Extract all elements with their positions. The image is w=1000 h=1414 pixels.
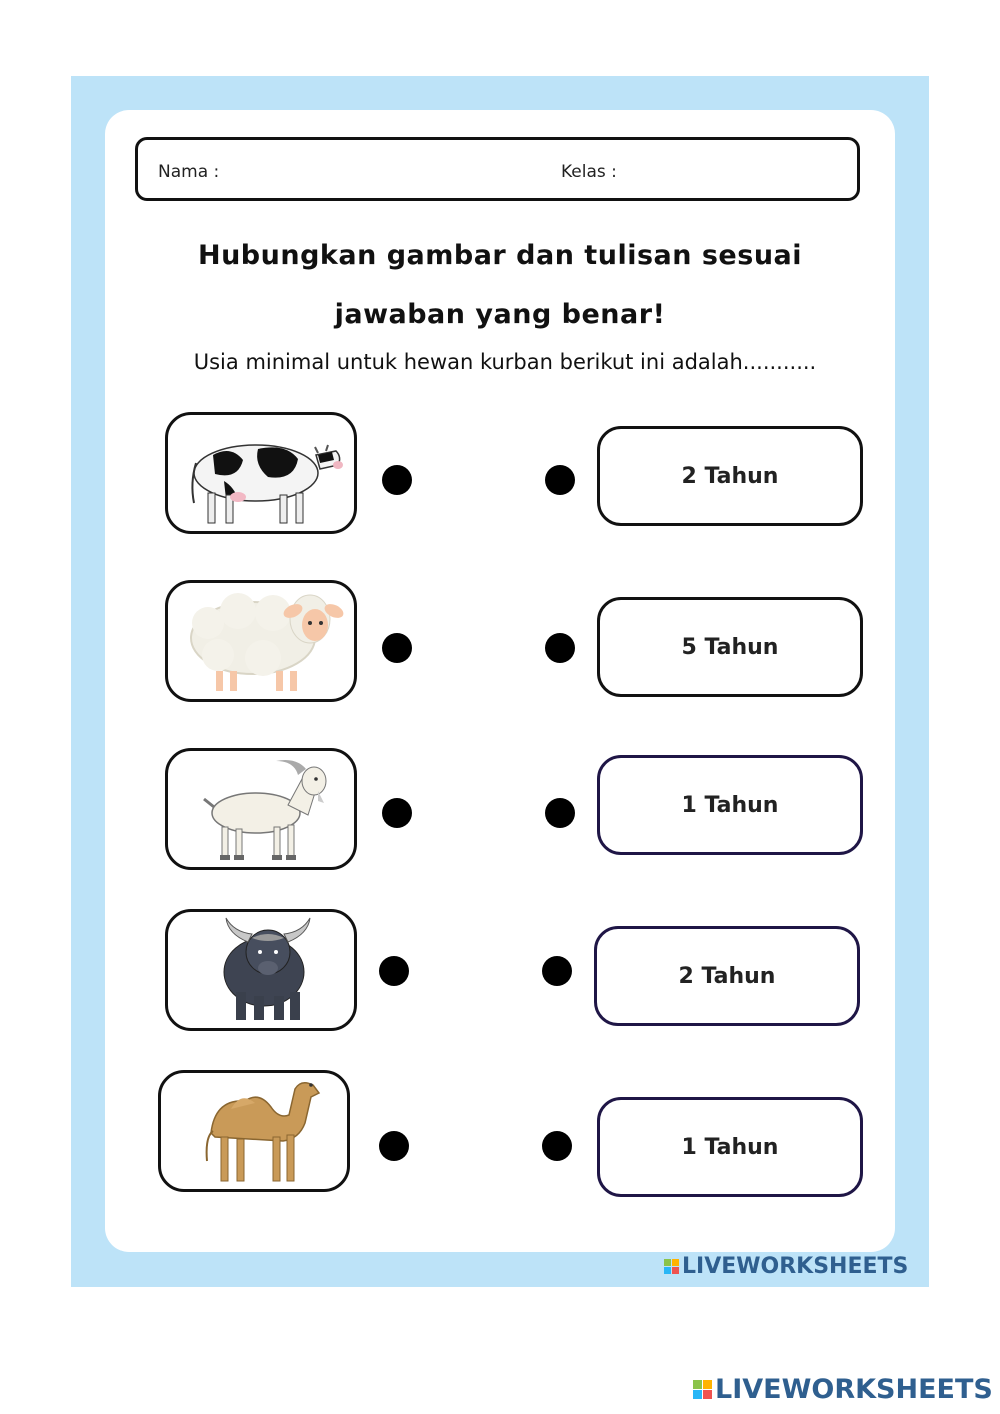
watermark-text-inner: LIVEWORKSHEETS [682, 1254, 909, 1279]
camel-image [161, 1073, 347, 1189]
match-dot-animal-5[interactable] [379, 1131, 409, 1161]
title-line-2: jawaban yang benar! [334, 299, 666, 330]
sheep-image [168, 583, 354, 699]
liveworksheets-watermark-inner [664, 1254, 908, 1279]
animal-card-cow [165, 412, 357, 534]
animal-card-buffalo [165, 909, 357, 1031]
answer-box-4[interactable] [594, 926, 860, 1026]
goat-image [168, 751, 354, 867]
class-label[interactable]: Kelas : [561, 162, 617, 182]
match-dot-answer-2[interactable] [545, 633, 575, 663]
animal-card-camel [158, 1070, 350, 1192]
answer-box-1[interactable] [597, 426, 863, 526]
animal-card-goat [165, 748, 357, 870]
title-line-1: Hubungkan gambar dan tulisan sesuai [197, 240, 803, 271]
name-class-box [135, 137, 860, 201]
answer-text-2: 5 Tahun [681, 634, 779, 660]
answer-text-5: 1 Tahun [681, 1134, 779, 1160]
answer-text-1: 2 Tahun [681, 463, 779, 489]
match-dot-answer-3[interactable] [545, 798, 575, 828]
answer-text-3: 1 Tahun [681, 792, 779, 818]
instruction-text: Usia minimal untuk hewan kurban berikut ini adalah........... [193, 350, 817, 374]
buffalo-image [168, 912, 354, 1028]
match-dot-answer-4[interactable] [542, 956, 572, 986]
liveworksheets-watermark-outer [693, 1374, 993, 1405]
answer-box-5[interactable] [597, 1097, 863, 1197]
match-dot-animal-4[interactable] [379, 956, 409, 986]
answer-box-3[interactable] [597, 755, 863, 855]
animal-card-sheep [165, 580, 357, 702]
liveworksheets-logo-icon [664, 1259, 679, 1274]
match-dot-animal-2[interactable] [382, 633, 412, 663]
cow-image [168, 415, 354, 531]
answer-box-2[interactable] [597, 597, 863, 697]
match-dot-animal-3[interactable] [382, 798, 412, 828]
match-dot-answer-5[interactable] [542, 1131, 572, 1161]
liveworksheets-logo-icon-2 [693, 1380, 712, 1399]
match-dot-animal-1[interactable] [382, 465, 412, 495]
watermark-text-outer: LIVEWORKSHEETS [715, 1374, 993, 1405]
match-dot-answer-1[interactable] [545, 465, 575, 495]
answer-text-4: 2 Tahun [678, 963, 776, 989]
name-label[interactable]: Nama : [158, 162, 220, 182]
